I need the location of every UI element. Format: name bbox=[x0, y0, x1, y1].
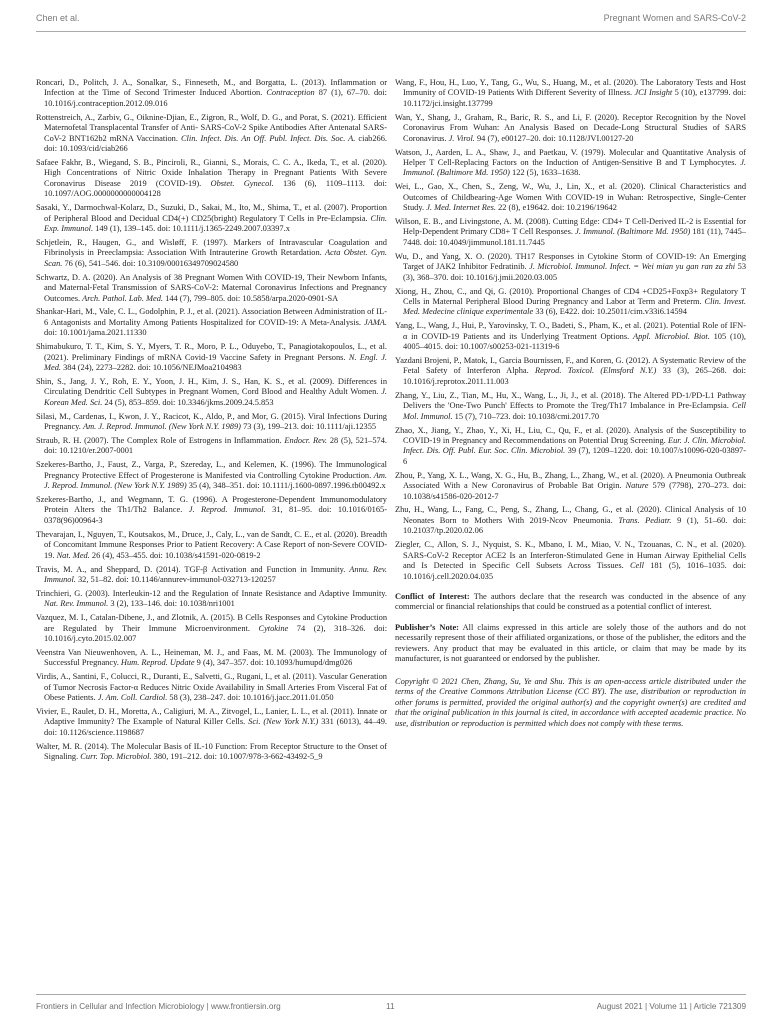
reference-doi[interactable]: doi: 10.1038/s41591-020-0819-2 bbox=[149, 550, 261, 560]
reference-journal: Sci. (New York N.Y.) bbox=[248, 717, 319, 727]
reference-citation: 33 (3), 265–268. bbox=[662, 366, 727, 376]
reference-journal: Nat. Med. bbox=[56, 550, 90, 560]
reference-item bbox=[36, 412, 387, 433]
reference-item bbox=[36, 158, 387, 200]
references-right-column bbox=[395, 78, 746, 582]
reference-item bbox=[395, 391, 746, 422]
reference-journal: Contraception bbox=[266, 88, 315, 98]
reference-doi[interactable]: doi: 10.1146/annurev-immunol-032713-120257 bbox=[115, 574, 276, 584]
reference-citation: 136 (6), 1109–1113. bbox=[282, 178, 365, 188]
reference-item bbox=[36, 78, 387, 109]
reference-journal: Am. J. Reprod. Immunol. (New York N.Y. 1989) bbox=[44, 470, 387, 491]
reference-authors: Schwartz, D. A. (2020). bbox=[36, 272, 118, 282]
reference-citation: 26 (4), 453–455. bbox=[91, 550, 148, 560]
reference-item bbox=[36, 377, 387, 408]
reference-authors: Ziegler, C., Allon, S. J., Nyquist, S. K., Mbano, I. M., Miao, V. N., Tzouanas, C. N., et al. (2020). bbox=[395, 540, 746, 550]
publisher-note-text: All claims expressed in this article are solely those of the authors and do not necessarily represent those of their affiliated organizations, or those of the publisher, the editors and the reviewers. Any product that may be evaluated in this article, or claim that may be made by its manufacturer, is not guaranteed or endorsed by the publisher. bbox=[395, 622, 746, 664]
reference-authors: Shin, S., Jang, J. Y., Roh, E. Y., Yoon, J. H., Kim, J. S., Han, K. S., et al. (2009). bbox=[36, 376, 335, 386]
reference-item bbox=[395, 148, 746, 179]
reference-journal: Cell Mol. Immunol. bbox=[403, 401, 746, 421]
header-rule bbox=[36, 31, 746, 32]
reference-citation: 380, 191–212. bbox=[153, 752, 202, 762]
reference-doi[interactable]: doi: 10.1016/j.contraception.2012.09.016 bbox=[44, 88, 387, 108]
reference-item bbox=[36, 648, 387, 669]
reference-citation: 384 (24), 2273–2282. bbox=[63, 363, 136, 373]
reference-citation: 9 (1), 51–60. bbox=[677, 515, 728, 525]
reference-citation: 73 (3), 199–213. bbox=[243, 422, 299, 432]
reference-title: The Molecular Basis of IL-10 Function: From Receptor Structure to the Onset of Signaling. bbox=[44, 741, 387, 762]
copyright-notice: Copyright © 2021 Chen, Zhang, Su, Ye and Shu. This is an open-access article distributed under the terms of the Creative Commons Attribution License (CC BY). The use, distribution or reproduction in other forums is permitted, provided the original author(s) and the copyright owner(s) are credited and that the original publication in this journal is cited, in accordance with accepted academic practice. No use, distribution or reproduction is permitted which does not comply with these terms. bbox=[395, 676, 746, 728]
reference-doi[interactable]: doi: 10.1056/NEJMoa2104983 bbox=[137, 363, 242, 373]
reference-journal: Hum. Reprod. Update bbox=[120, 658, 195, 668]
author-short: Chen et al. bbox=[36, 13, 80, 23]
reference-authors: Zhou, P., Yang, X. L., Wang, X. G., Hu, B., Zhang, L., Zhang, W., et al. (2020). bbox=[395, 470, 665, 480]
reference-title: Proportional Changes of CD4 +CD25+Foxp3+ Regulatory T Cells in Maternal Peripheral Blood During Pregnancy and Labor at Term and Preterm. bbox=[403, 286, 746, 306]
reference-doi[interactable]: doi: 10.1016/0165-0378(96)00964-3 bbox=[44, 505, 387, 525]
reference-authors: Wan, Y., Shang, J., Graham, R., Baric, R. S., and Li, F. (2020). bbox=[395, 112, 620, 122]
reference-doi[interactable]: doi: 10.1007/s00253-021-11319-6 bbox=[444, 342, 560, 352]
reference-authors: Safaee Fakhr, B., Wiegand, S. B., Pinciroli, R., Gianni, S., Morais, C. C. A., Ikeda, T., et al. (2020). bbox=[36, 157, 387, 167]
reference-citation: 28 (5), 521–574. bbox=[329, 435, 388, 445]
reference-title: A Pneumonia Outbreak Associated With a New Coronavirus of Probable Bat Origin. bbox=[403, 470, 746, 491]
reference-doi[interactable]: doi: 10.1128/JVI.00127-20 bbox=[542, 133, 634, 143]
reference-title: Markers of Intravascular Coagulation and Fibrinolysis in Preeclampsia: Association With Intrauterine Growth Retardation. bbox=[44, 237, 387, 258]
reference-doi[interactable]: doi: 10.5858/arpa.2020-0901-SA bbox=[227, 293, 339, 303]
reference-item bbox=[395, 356, 746, 387]
reference-doi[interactable]: doi: 10.1172/jci.insight.137799 bbox=[403, 88, 747, 108]
reference-item bbox=[36, 495, 387, 526]
reference-citation: 3 (2), 133–146. bbox=[110, 599, 163, 609]
reference-journal: Eur. J. Clin. Microbiol. Infect. Dis. Off. Publ. Eur. Soc. Clin. Microbiol. bbox=[403, 435, 747, 456]
reference-doi[interactable]: doi: 10.1038/s41586-020-2012-7 bbox=[403, 481, 747, 501]
reference-journal: Curr. Top. Microbiol. bbox=[80, 752, 152, 762]
reference-item bbox=[36, 742, 387, 763]
reference-authors: Zhu, H., Wang, L., Fang, C., Peng, S., Zhang, L., Chang, G., et al. (2020). bbox=[395, 505, 662, 515]
reference-citation: 5 (10), e137799. bbox=[674, 88, 731, 98]
declarations bbox=[395, 592, 746, 729]
reference-authors: Szekeres-Bartho, J., Faust, Z., Varga, P., Szereday, L., and Kelemen, K. (1996). bbox=[36, 460, 317, 470]
reference-authors: Vazquez, M. I., Catalan-Dibene, J., and Zlotnik, A. (2015). bbox=[36, 613, 236, 623]
right-column bbox=[395, 78, 746, 739]
reference-item bbox=[395, 471, 746, 502]
reference-item bbox=[395, 78, 746, 109]
reference-authors: Yang, L., Wang, J., Hui, P., Yarovinsky, T. O., Badeti, S., Pham, K., et al. (2021). bbox=[395, 321, 669, 331]
reference-journal: J. Korean Med. Sci. bbox=[44, 387, 388, 407]
reference-authors: Watson, J., Aarden, L. A., Shaw, J., and Paetkau, V. (1979). bbox=[395, 147, 606, 157]
reference-title: The Altered PD-1/PD-L1 Pathway Delivers the 'One-Two Punch' Effects to Promote the Treg/Th17 Imbalance in Pre-Eclampsia. bbox=[403, 390, 746, 411]
reference-citation: 74 (2), 318–326. bbox=[296, 623, 366, 633]
conflict-label: Conflict of Interest: bbox=[395, 592, 470, 602]
reference-authors: Schjetlein, R., Haugen, G., and Wisløff, F. (1997). bbox=[36, 237, 228, 247]
reference-title: The Complex Role of Estrogens in Inflammation. bbox=[111, 435, 282, 445]
reference-doi[interactable]: doi: 10.1210/er.2007-0001 bbox=[44, 446, 134, 456]
reference-item bbox=[36, 707, 387, 738]
reference-doi[interactable]: doi: 10.1007/s10096-020-03897-6 bbox=[403, 446, 747, 466]
reference-title: High Concentrations of Nitric Oxide Inhalation Therapy in Pregnant Patients With Severe Coronavirus Disease 2019 (COVID-19). bbox=[44, 168, 387, 188]
reference-citation: 144 (7), 799–805. bbox=[165, 293, 226, 303]
reference-item bbox=[36, 307, 387, 338]
reference-doi[interactable]: doi: 10.1038/cmi.2017.70 bbox=[512, 411, 600, 421]
reference-authors: Yazdani Brojeni, P., Matok, I., Garcia Bournissen, F., and Koren, G. (2012). bbox=[395, 356, 651, 365]
reference-doi[interactable]: doi: 10.1126/science.1198687 bbox=[44, 727, 145, 737]
reference-authors: Travis, M. A., and Sheppard, D. (2014). bbox=[36, 564, 181, 574]
reference-authors: Zhao, X., Jiang, Y., Zhao, Y., Xi, H., Liu, C., Qu, F., et al. (2020). bbox=[395, 425, 631, 435]
reference-title: Viral Infections During Pregnancy. bbox=[44, 411, 387, 432]
reference-title: The Immunology of Successful Pregnancy. bbox=[44, 647, 387, 668]
reference-doi[interactable]: doi: 10.1016/j.cell.2020.04.035 bbox=[403, 561, 747, 581]
reference-authors: Shankar-Hari, M., Vale, C. L., Godolphin, P. J., et al. (2021). bbox=[36, 307, 240, 317]
reference-authors: Straub, R. H. (2007). bbox=[36, 435, 109, 445]
reference-doi[interactable]: doi: 10.1093/cid/ciab266 bbox=[44, 144, 128, 154]
reference-doi[interactable]: doi: 10.1016/j.cyto.2015.02.007 bbox=[44, 623, 388, 643]
page-footer bbox=[36, 1002, 746, 1016]
reference-citation: 331 (6013), 44–49. bbox=[321, 717, 387, 727]
reference-doi[interactable]: doi: 10.1111/j.1600-0897.1996.tb00492.x bbox=[246, 481, 386, 491]
reference-title: TH17 Responses in Cytokine Storm of COVID-19: An Emerging Target of JAK2 Inhibitor Fedratinib. bbox=[403, 251, 747, 272]
reference-title: Efficient Maternofetal Transplacental Transfer of Anti- SARS-CoV-2 Spike Antibodies After Antenatal SARS-CoV-2 BNT162b2 mRNA Vaccination. bbox=[44, 112, 388, 143]
reference-doi[interactable]: doi: 10.1111/j.1365-2249.2007.03397.x bbox=[157, 224, 290, 234]
reference-item bbox=[395, 505, 746, 536]
reference-journal: Annu. Rev. Immunol. bbox=[44, 564, 388, 584]
reference-item bbox=[395, 113, 746, 144]
reference-title: Interleukin-12 and the Regulation of Innate Resistance and Adaptive Immunity. bbox=[112, 588, 388, 598]
reference-citation: 33 (6), E422. bbox=[535, 307, 580, 317]
reference-item bbox=[36, 113, 387, 155]
reference-journal: JCI Insight bbox=[634, 88, 673, 98]
reference-authors: Trinchieri, G. (2003). bbox=[36, 588, 110, 598]
reference-authors: Vivier, E., Raulet, D. H., Moretta, A., Caligiuri, M. A., Zitvogel, L., Lanier, L. L., et al. (2011). bbox=[36, 706, 355, 716]
reference-title: B Cells Responses and Cytokine Production are Regulated by Their Immune Microenvironment. bbox=[44, 613, 388, 633]
page-number: 11 bbox=[386, 1002, 395, 1011]
reference-citation: 9 (4), 347–357. bbox=[196, 658, 249, 668]
reference-journal: Arch. Pathol. Lab. Med. bbox=[82, 293, 164, 303]
reference-authors: Roncari, D., Politch, J. A., Sonalkar, S., Finneseth, M., and Borgatta, L. (2013). bbox=[36, 78, 327, 87]
reference-journal: Endocr. Rev. bbox=[284, 435, 328, 445]
reference-doi[interactable]: doi: 10.1093/humupd/dmg026 bbox=[250, 658, 353, 668]
reference-journal: J. Immunol. (Baltimore Md. 1950) bbox=[575, 227, 691, 237]
reference-title: Differences in Circulating Dendritic Cell Subtypes in Pregnant Women, Cord Blood and Healthy Adult Women. bbox=[44, 376, 388, 397]
reference-citation: 149 (1), 139–145. bbox=[95, 224, 156, 234]
reference-title: Innate or Adaptive Immunity? The Example of Natural Killer Cells. bbox=[44, 706, 387, 727]
reference-citation: ciab266. bbox=[358, 133, 388, 143]
reference-item bbox=[36, 613, 387, 644]
reference-citation: 105 (10), 4005–4015. bbox=[403, 331, 747, 352]
footer-rule bbox=[36, 994, 746, 995]
reference-doi[interactable]: doi: 10.1038/nri1001 bbox=[164, 599, 235, 609]
reference-title: The Immunological Pregnancy Protective Effect of Progesterone is Manifested via Controlling Cytokine Production. bbox=[44, 460, 387, 480]
reference-doi[interactable]: doi: 10.21037/tp.2020.02.06 bbox=[403, 515, 747, 536]
reference-citation: 579 (7798), 270–273. bbox=[652, 481, 729, 491]
reference-authors: Virdis, A., Santini, F., Colucci, R., Duranti, E., Salvetti, G., Rugani, I., et al. (2011). bbox=[36, 672, 317, 682]
reference-item bbox=[395, 182, 746, 213]
reference-journal: Reprod. Toxicol. (Elmsford N.Y.) bbox=[535, 366, 657, 376]
reference-citation: 58 (3), 238–247. bbox=[169, 693, 226, 703]
reference-title: Receptor Recognition by the Novel Coronavirus From Wuhan: An Analysis Based on Decade-Long Structural Studies of SARS Coronavirus. bbox=[403, 112, 746, 143]
reference-journal: J. Virol. bbox=[448, 133, 475, 143]
reference-journal: J. Med. Internet Res. bbox=[426, 203, 496, 213]
reference-doi[interactable]: doi: 10.4049/jimmunol.181.11.7445 bbox=[423, 237, 545, 247]
reference-doi[interactable]: doi: 10.25011/cim.v33i6.14594 bbox=[581, 307, 687, 317]
conflict-text: The authors declare that the research was conducted in the absence of any commercial or financial relationships that could be construed as a potential conflict of interest. bbox=[395, 592, 746, 612]
reference-title: A Progesterone-Dependent Immunomodulatory Protein Alters the Th1/Th2 Balance. bbox=[44, 495, 387, 515]
reference-item bbox=[36, 589, 387, 610]
reference-title: TGF-β Activation and Function in Immunity. bbox=[184, 564, 346, 574]
reference-title: Clinical Analysis of 10 Neonates Born to Mothers With 2019-Ncov Pneumonia. bbox=[403, 505, 747, 525]
reference-doi[interactable]: doi: 10.1111/aji.12355 bbox=[300, 422, 377, 432]
reference-authors: Xiong, H., Zhou, C., and Qi, G. (2010). bbox=[395, 286, 534, 296]
reference-journal: Nature bbox=[625, 481, 649, 491]
reference-authors: Walter, M. R. (2014). bbox=[36, 741, 109, 751]
reference-title: Cutting Edge: CD4+ T Cell-Derived IL-2 is Essential for Help-Dependent Primary CD8+ T Cell Responses. bbox=[403, 217, 746, 237]
reference-doi[interactable]: doi: 10.1007/978-3-662-43492-5_9 bbox=[203, 752, 323, 762]
reference-authors: Shimabukuro, T. T., Kim, S. Y., Myers, T. R., Moro, P. L., Oduyebo, T., Panagiotakopoulos, L., et al. (2021). bbox=[36, 342, 387, 362]
reference-doi[interactable]: doi: 10.2196/19642 bbox=[551, 203, 617, 213]
reference-citation: 15 (7), 710–723. bbox=[454, 411, 511, 421]
reference-doi[interactable]: doi: 10.1016/j.jmii.2020.03.005 bbox=[450, 272, 558, 282]
reference-journal: Acta Obstet. Gyn. Scan. bbox=[44, 248, 387, 268]
reference-item bbox=[395, 217, 746, 248]
reference-item bbox=[36, 203, 387, 234]
reference-authors: Sasaki, Y., Darmochwal-Kolarz, D., Suzuki, D., Sakai, M., Ito, M., Shima, T., et al. (2007). bbox=[36, 203, 349, 213]
reference-citation: 24 (5), 853–859. bbox=[104, 397, 161, 407]
reference-citation: 53 (3), 368–370. bbox=[403, 262, 747, 282]
reference-item bbox=[395, 540, 746, 582]
reference-item bbox=[36, 436, 387, 457]
reference-title: Potential Role of IFN-α in COVID-19 Patients and its Underlying Treatment Options. bbox=[403, 321, 746, 341]
reference-doi[interactable]: doi: 10.1001/jama.2021.11330 bbox=[44, 328, 147, 338]
references-left-column bbox=[36, 78, 387, 766]
reference-journal: Cytokine bbox=[258, 623, 289, 633]
reference-item bbox=[395, 321, 746, 352]
reference-item bbox=[395, 252, 746, 283]
reference-journal: Clin. Infect. Dis. An Off. Publ. Infect. Dis. Soc. A. bbox=[180, 133, 356, 143]
reference-journal: Clin. Invest. Med. Medecine clinique experimentale bbox=[403, 296, 747, 317]
reference-journal: J. Immunol. (Baltimore Md. 1950) bbox=[403, 157, 747, 178]
reference-doi[interactable]: doi: 10.1016/j.reprotox.2011.11.003 bbox=[403, 366, 747, 386]
running-head bbox=[36, 13, 746, 27]
reference-authors: Veenstra Van Nieuwenhoven, A. L., Heineman, M. J., and Faas, M. M. (2003). bbox=[36, 647, 314, 657]
reference-item bbox=[36, 672, 387, 703]
reference-citation: 35 (4), 348–351. bbox=[188, 481, 245, 491]
reference-title: The Laboratory Tests and Host Immunity of COVID-19 Patients With Different Severity of Illness. bbox=[403, 78, 746, 98]
reference-doi[interactable]: doi: 10.1016/j.jacc.2011.01.050 bbox=[227, 693, 334, 703]
reference-item bbox=[395, 287, 746, 318]
reference-journal: Trans. Pediatr. bbox=[618, 515, 672, 525]
reference-journal: Nat. Rev. Immunol. bbox=[44, 599, 109, 609]
reference-title: Inflammation or Infection at the Time of Second Trimester Induced Abortion. bbox=[44, 78, 388, 98]
reference-citation: 76 (6), 541–546. bbox=[64, 258, 121, 268]
publisher-note bbox=[395, 623, 746, 665]
reference-title: Molecular and Quantitative Analysis of Helper T Cell-Replacing Factors on the Induction of Antigen-Sensitive B and T Lymphocytes. bbox=[403, 147, 746, 167]
reference-doi[interactable]: doi: 10.3109/00016349709024580 bbox=[122, 258, 239, 268]
reference-journal: Appl. Microbiol. Biot. bbox=[632, 331, 710, 341]
reference-journal: Cell bbox=[629, 561, 644, 571]
reference-authors: Wilson, E. B., and Livingstone, A. M. (2008). bbox=[395, 217, 551, 226]
reference-citation: 122 (5), 1633–1638. bbox=[512, 168, 581, 178]
reference-title: Analysis of the Susceptibility to COVID-19 in Pregnancy and Recommendations on Potential Drug Screening. bbox=[403, 425, 746, 445]
publisher-note-label: Publisher’s Note: bbox=[395, 622, 459, 632]
reference-title: Association Between Administration of IL-6 Antagonists and Mortality Among Patients Hospitalized for COVID-19: A Meta-Analysis. bbox=[44, 307, 387, 327]
reference-title: A Systematic Review of the Fetal Safety of Interferon Alpha. bbox=[403, 356, 746, 376]
reference-authors: Szekeres-Bartho, J., and Wegmann, T. G. (1996). bbox=[36, 495, 218, 504]
reference-item bbox=[36, 460, 387, 491]
reference-title: Proportion of Peripheral Blood and Decidual CD4(+) CD25(bright) Regulatory T Cells in Pre-Eclampsia. bbox=[44, 203, 387, 223]
reference-citation: 87 (1), 67–70. bbox=[318, 88, 370, 98]
reference-journal: J. Microbiol. Immunol. Infect. = Wei mian yu gan ran za zhi bbox=[529, 262, 736, 272]
footer-issue: August 2021 | Volume 11 | Article 721309 bbox=[596, 1002, 746, 1011]
reference-journal: Obstet. Gynecol. bbox=[210, 178, 274, 188]
reference-authors: Wei, L., Gao, X., Chen, S., Zeng, W., Wu, J., Lin, X., et al. (2020). bbox=[395, 182, 646, 192]
reference-title: SARS-CoV-2 Receptor ACE2 Is an Interferon-Stimulated Gene in Human Airway Epithelial Cells and Is Detected in Specific Cell Subsets Across Tissues. bbox=[403, 550, 746, 571]
reference-authors: Silasi, M., Cardenas, I., Kwon, J. Y., Racicot, K., Aldo, P., and Mor, G. (2015). bbox=[36, 411, 306, 421]
reference-citation: 39 (7), 1209–1220. bbox=[567, 446, 633, 456]
reference-journal: J. Am. Coll. Cardiol. bbox=[97, 693, 168, 703]
reference-title: Vascular Generation of Tumor Necrosis Factor-α Reduces Nitric Oxide Availability in Small Arteries From Visceral Fat of Obese Patients. bbox=[44, 672, 387, 703]
reference-item bbox=[36, 273, 387, 304]
reference-doi[interactable]: doi: 10.3346/jkms.2009.24.5.853 bbox=[162, 397, 274, 407]
reference-authors: Thevarajan, I., Nguyen, T., Koutsakos, M., Druce, J., Caly, L., van de Sandt, C. E., et al. (2020). bbox=[36, 529, 359, 539]
reference-citation: 181 (11), 7445–7448. bbox=[403, 227, 746, 247]
reference-citation: 181 (5), 1016–1035. bbox=[650, 561, 727, 571]
reference-citation: 22 (8), e19642. bbox=[498, 203, 550, 213]
reference-citation: 94 (7), e00127–20. bbox=[476, 133, 541, 143]
reference-journal: Am. J. Reprod. Immunol. (New York N.Y. 1989) bbox=[83, 422, 241, 432]
reference-item bbox=[36, 342, 387, 373]
running-title: Pregnant Women and SARS-CoV-2 bbox=[603, 13, 746, 23]
reference-item bbox=[36, 238, 387, 269]
reference-title: Clinical Characteristics and Outcomes of Childbearing-Age Women With COVID-19 in Wuhan: Retrospective, Single-Center Study. bbox=[403, 182, 747, 213]
reference-journal: N. Engl. J. Med. bbox=[44, 352, 388, 373]
reference-journal: JAMA. bbox=[363, 317, 388, 327]
conflict-of-interest bbox=[395, 592, 746, 613]
reference-item bbox=[395, 426, 746, 468]
reference-citation: 31, 81–95. bbox=[272, 505, 313, 515]
reference-title: Preliminary Findings of mRNA Covid-19 Vaccine Safety in Pregnant Persons. bbox=[71, 352, 346, 362]
reference-title: Breadth of Concomitant Immune Responses Prior to Patient Recovery: A Case Report of non-Severe COVID-19. bbox=[44, 529, 388, 560]
reference-journal: Clin. Exp. Immunol. bbox=[44, 213, 388, 234]
reference-item bbox=[36, 530, 387, 561]
reference-item bbox=[36, 565, 387, 586]
reference-citation: 32, 51–82. bbox=[77, 574, 114, 584]
reference-authors: Zhang, Y., Liu, Z., Tian, M., Hu, X., Wang, L., Ji, J., et al. (2018). bbox=[395, 390, 626, 400]
reference-title: An Analysis of 38 Pregnant Women With COVID-19, Their Newborn Infants, and Maternal-Fetal Transmission of SARS-CoV-2: Maternal Coronavirus Infections and Pregnancy Outcomes. bbox=[44, 272, 387, 303]
reference-authors: Wu, D., and Yang, X. O. (2020). bbox=[395, 251, 513, 261]
reference-doi[interactable]: doi: 10.1097/AOG.0000000000004128 bbox=[44, 178, 388, 199]
footer-journal: Frontiers in Cellular and Infection Microbiology | www.frontiersin.org bbox=[36, 1002, 281, 1011]
reference-journal: J. Reprod. Immunol. bbox=[188, 505, 266, 515]
reference-authors: Rottenstreich, A., Zarbiv, G., Oiknine-Djian, E., Zigron, R., Wolf, D. G., and Porat, S. (2021). bbox=[36, 112, 356, 122]
reference-authors: Wang, F., Hou, H., Luo, Y., Tang, G., Wu, S., Huang, M., et al. (2020). bbox=[395, 78, 639, 87]
